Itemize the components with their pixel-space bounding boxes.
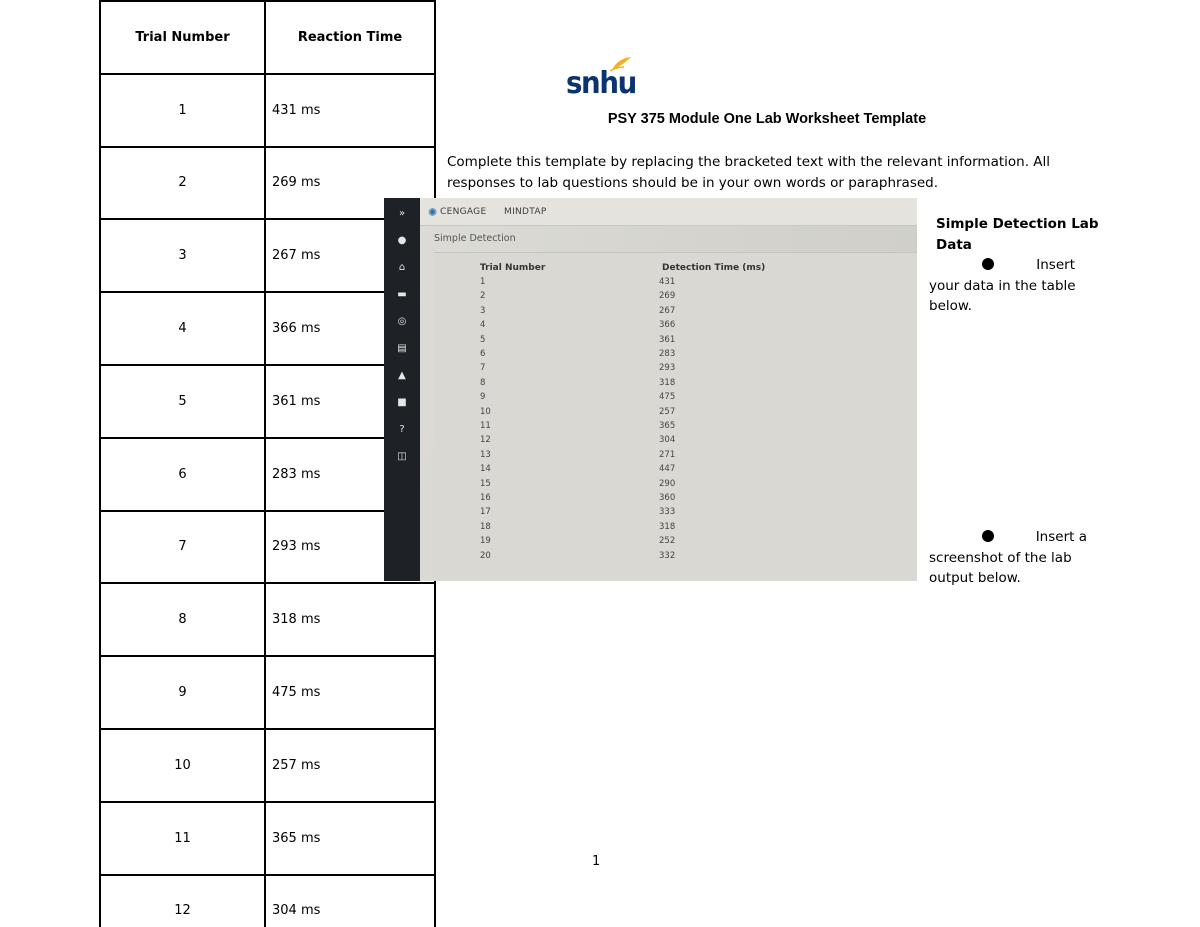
screenshot-detection-time: 431 (659, 277, 676, 287)
screenshot-row (434, 291, 794, 305)
table-row (100, 74, 435, 147)
leaf-icon (610, 56, 632, 72)
screenshot-row (434, 407, 794, 421)
screenshot-trial-number: 19 (480, 536, 491, 547)
screenshot-trial-number: 13 (480, 449, 491, 460)
screenshot-data-panel (434, 252, 917, 581)
header-reaction-time: Reaction Time (265, 1, 435, 74)
screenshot-row (434, 493, 794, 507)
compass-icon[interactable]: ◎ (397, 316, 407, 327)
mindtap-product: MINDTAP (504, 207, 547, 217)
screenshot-detection-time: 271 (659, 449, 676, 460)
screenshot-detection-time: 304 (659, 435, 676, 446)
screenshot-detection-time: 293 (659, 363, 676, 374)
table-row (100, 583, 435, 656)
calendar-icon[interactable]: ■ (397, 397, 407, 408)
screenshot-detection-time: 267 (659, 305, 676, 316)
screenshot-row (434, 479, 794, 493)
screenshot-detection-time: 366 (659, 320, 676, 331)
reaction-time-cell: 431 ms (265, 74, 435, 147)
screenshot-trial-number: 6 (480, 349, 486, 359)
trial-number-cell: 1 (100, 74, 265, 147)
screenshot-row (434, 306, 794, 320)
user-icon[interactable]: ● (397, 235, 407, 246)
book-icon[interactable]: ▬ (397, 289, 407, 300)
screenshot-trial-number: 7 (480, 363, 486, 374)
screenshot-row (434, 392, 794, 406)
screenshot-detection-time: 269 (659, 291, 676, 302)
screenshot-row (434, 349, 794, 363)
screenshot-trial-number: 9 (480, 392, 486, 403)
bullet-body-text: your data in the table below. (929, 277, 1076, 314)
screenshot-trial-number: 17 (480, 507, 491, 518)
screenshot-detection-time: 290 (659, 478, 676, 489)
graduation-icon[interactable]: ▲ (398, 370, 406, 381)
trial-number-cell: 12 (100, 875, 265, 927)
screenshot-detection-time: 257 (659, 406, 676, 417)
screenshot-trial-number: 3 (480, 305, 486, 316)
trial-number-cell: 9 (100, 656, 265, 729)
trial-number-cell: 7 (100, 511, 265, 584)
screenshot-trial-number: 20 (480, 550, 491, 561)
screenshot-trial-number: 1 (480, 277, 486, 287)
home-icon[interactable]: ⌂ (398, 262, 406, 273)
screenshot-detection-time: 333 (659, 507, 676, 518)
screenshot-trial-number: 16 (480, 493, 491, 503)
reaction-time-cell: 283 ms (265, 438, 435, 511)
screenshot-row (434, 522, 794, 536)
bullet-lead-text: Insert a (1035, 529, 1087, 545)
screenshot-trial-number: 5 (480, 334, 486, 345)
screenshot-row (434, 551, 794, 565)
screenshot-row (434, 450, 794, 464)
section-heading: Simple Detection Lab Data (936, 216, 1099, 253)
reaction-time-cell: 257 ms (265, 729, 435, 802)
trial-number-cell: 10 (100, 729, 265, 802)
screenshot-row (434, 378, 794, 392)
reaction-time-cell: 267 ms (265, 219, 435, 292)
screenshot-row (434, 320, 794, 334)
screenshot-main (420, 198, 917, 581)
screenshot-detection-time: 365 (659, 421, 676, 431)
screenshot-detection-time: 361 (659, 334, 676, 345)
snhu-logo (566, 56, 636, 104)
reader-icon[interactable]: ◫ (397, 451, 407, 462)
table-header-row (100, 1, 435, 74)
screenshot-page-title: Simple Detection (434, 233, 516, 244)
screenshot-sidebar (384, 198, 420, 581)
screenshot-detection-time: 475 (659, 392, 676, 403)
reaction-time-cell: 366 ms (265, 292, 435, 365)
logo-text: snhu (566, 66, 636, 101)
bullet-insert-screenshot (929, 527, 1099, 548)
screenshot-detection-time: 283 (659, 349, 676, 359)
trial-number-cell: 4 (100, 292, 265, 365)
screenshot-row (434, 277, 794, 291)
table-row (100, 656, 435, 729)
screenshot-header-detection: Detection Time (ms) (662, 263, 766, 273)
reaction-time-cell: 365 ms (265, 802, 435, 875)
bullet-insert-data (929, 255, 1099, 276)
trial-number-cell: 5 (100, 365, 265, 438)
screenshot-trial-number: 4 (480, 320, 486, 331)
instructions-text: Complete this template by replacing the bracketed text with the relevant information. All responses to lab questions should be in your own words or paraphrased. (447, 154, 1051, 191)
table-row (100, 875, 435, 927)
trial-number-cell: 2 (100, 147, 265, 220)
reaction-time-cell: 269 ms (265, 147, 435, 220)
screenshot-detection-time: 252 (659, 536, 676, 547)
lab-data-section (929, 214, 1099, 317)
trial-number-cell: 8 (100, 583, 265, 656)
screenshot-detection-time: 332 (659, 550, 676, 561)
screenshot-row (434, 421, 794, 435)
screenshot-row (434, 363, 794, 377)
screenshot-trial-number: 15 (480, 478, 491, 489)
help-icon[interactable]: ? (399, 424, 405, 435)
document-title: PSY 375 Module One Lab Worksheet Template (607, 111, 927, 127)
screenshot-trial-number: 18 (480, 521, 491, 532)
cengage-brand: CENGAGE (440, 207, 487, 217)
cengage-logo-icon: ✺ (428, 206, 438, 219)
reaction-time-cell: 304 ms (265, 875, 435, 927)
table-row (100, 802, 435, 875)
screenshot-trial-number: 10 (480, 406, 491, 417)
open-book-icon[interactable]: ▤ (397, 343, 407, 354)
page-number: 1 (592, 854, 601, 869)
screenshot-trial-number: 8 (480, 377, 486, 388)
trial-number-cell: 11 (100, 802, 265, 875)
screenshot-detection-time: 447 (659, 464, 676, 475)
screenshot-row (434, 335, 794, 349)
screenshot-instruction-section (929, 527, 1099, 589)
screenshot-detection-time: 360 (659, 493, 676, 503)
table-row (100, 729, 435, 802)
lab-output-screenshot (384, 198, 917, 581)
screenshot-row (434, 507, 794, 521)
bullet-icon (982, 258, 994, 270)
screenshot-trial-number: 14 (480, 464, 491, 475)
reaction-time-cell: 361 ms (265, 365, 435, 438)
screenshot-trial-number: 12 (480, 435, 491, 446)
screenshot-detection-time: 318 (659, 377, 676, 388)
bullet-body-text: screenshot of the lab output below. (929, 549, 1072, 586)
reaction-time-cell: 293 ms (265, 511, 435, 584)
bullet-lead-text: Insert (1036, 257, 1075, 273)
screenshot-trial-number: 11 (480, 421, 491, 431)
screenshot-header-trial: Trial Number (480, 263, 546, 273)
screenshot-row (434, 435, 794, 449)
screenshot-detection-time: 318 (659, 521, 676, 532)
trial-number-cell: 3 (100, 219, 265, 292)
bullet-icon (982, 530, 994, 542)
screenshot-row (434, 464, 794, 478)
reaction-time-cell: 318 ms (265, 583, 435, 656)
screenshot-row (434, 536, 794, 550)
header-trial-number: Trial Number (100, 1, 265, 74)
screenshot-trial-number: 2 (480, 291, 486, 302)
reaction-time-cell: 475 ms (265, 656, 435, 729)
screenshot-topbar (420, 198, 917, 226)
chevrons-icon[interactable]: » (398, 208, 406, 219)
trial-number-cell: 6 (100, 438, 265, 511)
